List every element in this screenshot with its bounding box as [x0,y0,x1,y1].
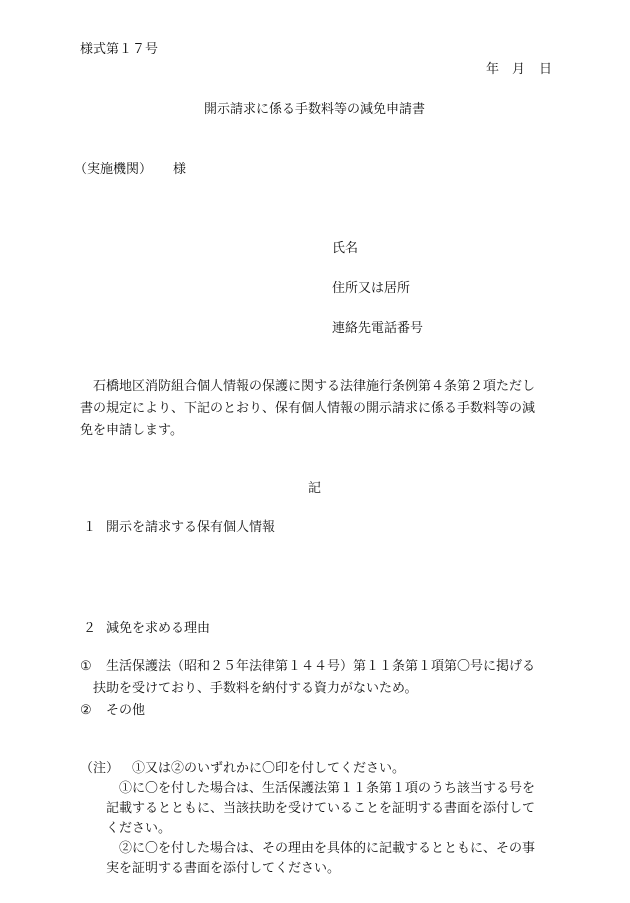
reason-2-line: その他 [106,703,146,718]
note-1-line: ①又は②のいずれかに〇印を付してください。 [132,761,406,776]
addressee-agency: （実施機関） [74,162,153,177]
date-year: 年 [486,62,500,77]
reason-2-mark: ② [80,703,92,718]
form-number: 様式第１７号 [80,42,159,57]
section-1-heading: 開示を請求する保有個人情報 [106,520,276,535]
addressee-honorific: 様 [173,162,187,177]
reason-1-line: 扶助を受けており、手数料を納付する資力がないため。 [93,681,418,696]
note-3-line: 実を証明する書面を添付してください。 [106,861,341,876]
reason-1-mark: ① [80,659,92,674]
request-statement-line: 免を申請します。 [80,423,183,438]
note-2-line: ①に〇を付した場合は、生活保護法第１１条第１項のうち該当する号を [119,781,536,796]
applicant-address-label: 住所又は居所 [332,281,411,296]
ki-heading: 記 [308,481,322,496]
date-month: 月 [512,62,526,77]
date-day: 日 [539,62,553,77]
note-2-line: 記載するとともに、当該扶助を受けていることを証明する書面を添付して [106,801,536,816]
section-1-number: １ [83,520,97,535]
request-statement-line: 石橋地区消防組合個人情報の保護に関する法律施行条例第４条第２項ただし [80,379,536,394]
reason-1-line: 生活保護法（昭和２５年法律第１４４号）第１１条第１項第〇号に掲げる [106,659,536,674]
document-title: 開示請求に係る手数料等の減免申請書 [204,102,426,117]
applicant-name-label: 氏名 [332,241,359,256]
request-statement [80,376,555,442]
section-2-heading: 減免を求める理由 [106,621,211,636]
note-2-line: ください。 [106,821,172,836]
note-3-line: ②に〇を付した場合は、その理由を具体的に記載するとともに、その事 [119,841,536,856]
section-2-number: ２ [83,621,97,636]
applicant-phone-label: 連絡先電話番号 [332,321,424,336]
notes-label: （注） [80,761,120,776]
request-statement-line: 書の規定により、下記のとおり、保有個人情報の開示請求に係る手数料等の減 [80,401,536,416]
